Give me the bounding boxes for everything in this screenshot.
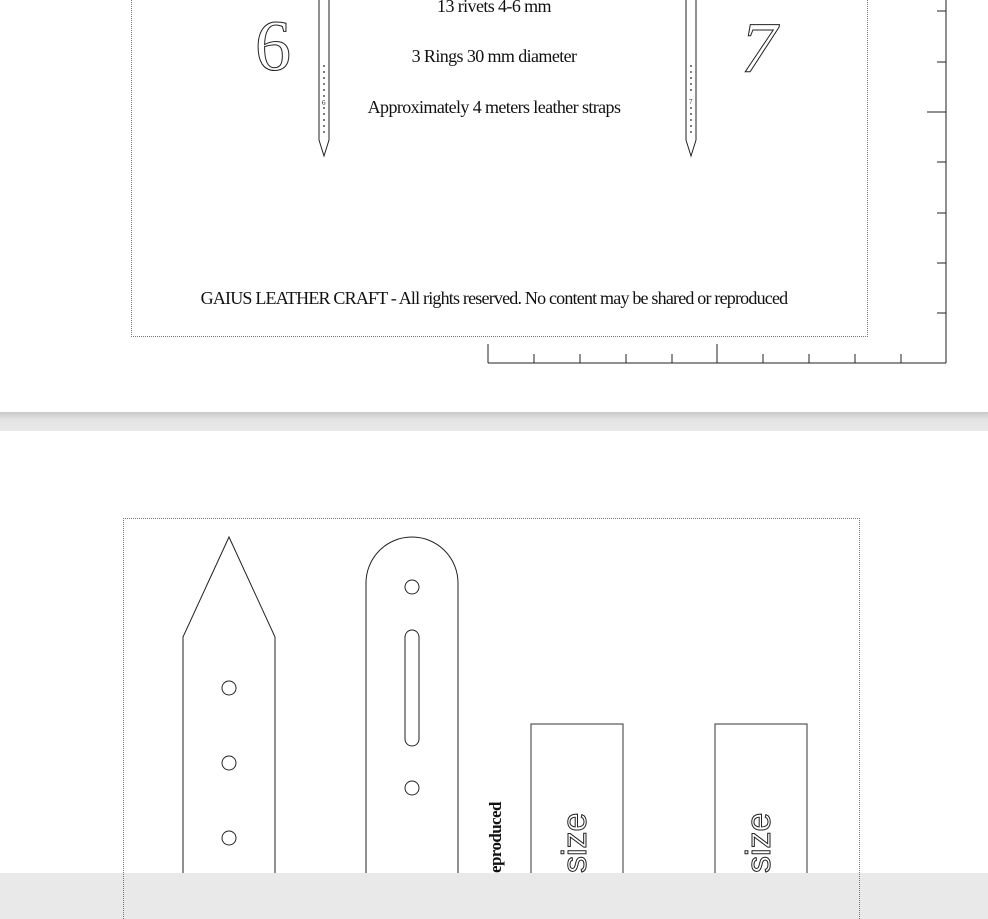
strap-label-7: 7 xyxy=(689,98,693,106)
ruler-vertical xyxy=(927,0,946,363)
pattern-number-7: 7 xyxy=(741,8,777,88)
page-separator xyxy=(0,412,988,431)
strap-pattern-7 xyxy=(686,0,696,156)
strap-label-6: 6 xyxy=(322,99,326,107)
strap-pattern-6 xyxy=(319,0,329,156)
ruler-horizontal xyxy=(488,344,946,363)
size-label: size xyxy=(740,812,778,873)
page1-drawing xyxy=(0,0,988,412)
material-line-rivets: 13 rivets 4-6 mm xyxy=(437,0,551,16)
pattern-number-6: 6 xyxy=(255,6,291,86)
size-label: size xyxy=(556,812,594,873)
material-line-rings: 3 Rings 30 mm diameter xyxy=(411,46,577,66)
copyright-notice: GAIUS LEATHER CRAFT - All rights reserved. No content may be shared or reproduced xyxy=(200,288,788,308)
material-line-straps: Approximately 4 meters leather straps xyxy=(367,97,621,117)
pattern-page-1 xyxy=(0,0,988,412)
rotated-copyright-fragment: eproduced xyxy=(486,802,505,873)
